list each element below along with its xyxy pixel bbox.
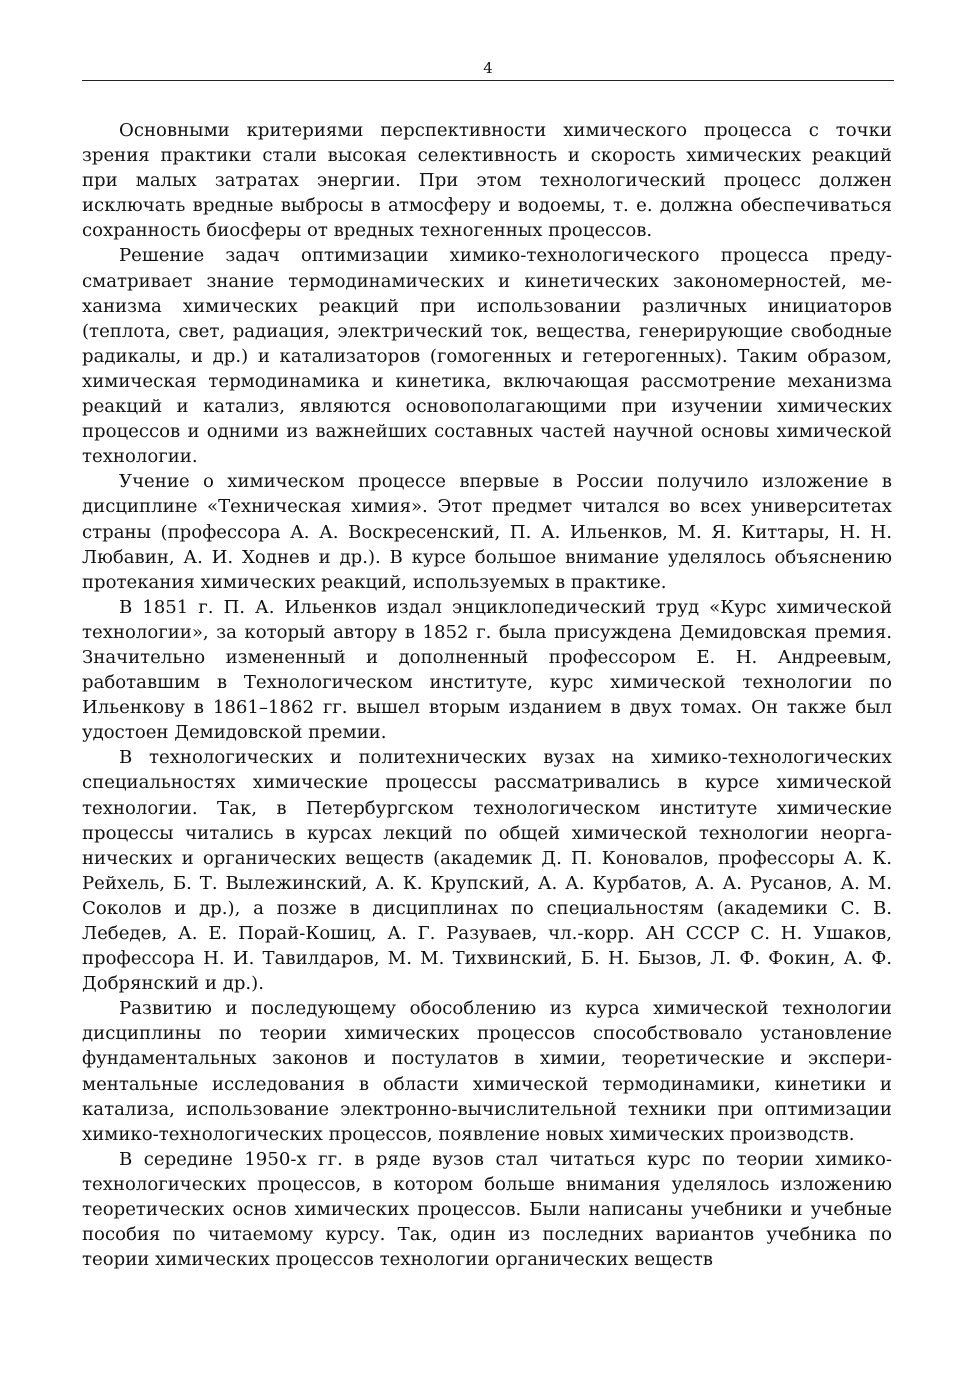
- page-number: 4: [483, 59, 493, 77]
- paragraph-6: Развитию и последующему обособлению из курса химической технологии дисциплины по теории химических процессов способствовало установление фундаментальных законов и постулатов в химии, теоретические и экспериментальные исследования в области химической термодинамики, кинетики и катализа, использование электронно-вычислительной техники при оптимизации химико-технологических процессов, появление новых химических производств.: [82, 998, 892, 1145]
- page-body: [82, 118, 892, 1272]
- paragraph-5: В технологических и политехнических вузах на химико-технологических специальностях химические процессы рассматривались в курсе химической технологии. Так, в Петербургском технологическом институте химические процессы читались в курсах лекций по общей химической технологии неорганических и органических веществ (академик Д. П. Коновалов, профессоры А. К. Рейхель, Б. Т. Вылежинский, А. К. Крупский, А. А. Курбатов, А. А. Русанов, А. М. Соколов и др.), а позже в дисциплинах по специальностям (академики С. В. Лебедев, А. Е. Порай-Кошиц, А. Г. Разуваев, чл.-корр. АН СССР С. Н. Ушаков, профессора Н. И. Тавилдаров, М. М. Тихвинский, Б. Н. Бызов, Л. Ф. Фокин, А. Ф. Добрянский и др.).: [82, 747, 892, 995]
- page-header: [82, 58, 894, 81]
- paragraph-7: В середине 1950-х гг. в ряде вузов стал читаться курс по теории химико-технологических процессов, в котором больше внимания уделялось изложению теоретических основ химических процессов. Были написаны учебники и учебные пособия по читаемому курсу. Так, один из последних вариантов учебника по теории химических процессов технологии органических веществ: [82, 1148, 892, 1271]
- paragraph-2: Решение задач оптимизации химико-технологического процесса предусматривает знание термодинамических и кинетических закономерностей, механизма химических реакций при использовании различных инициаторов (теплота, свет, радиация, электрический ток, вещества, генерирующие свободные радикалы, и др.) и катализаторов (гомогенных и гетерогенных). Таким образом, химическая термодинамика и кинетика, включающая рассмотрение механизма реакций и катализ, являются основополагающими при изучении химических процессов и одними из важнейших составных частей научной основы химической технологии.: [82, 245, 892, 468]
- paragraph-4: В 1851 г. П. А. Ильенков издал энциклопедический труд «Курс химической технологии», за который автору в 1852 г. была присуждена Демидовская премия. Значительно измененный и дополненный профессором Е. Н. Андреевым, работавшим в Технологическом институте, курс химической технологии по Ильенкову в 1861–1862 гг. вышел вторым изданием в двух томах. Он также был удостоен Демидовской премии.: [82, 596, 892, 744]
- paragraph-1: Основными критериями перспективности химического процесса с точки зрения практики стали высокая селективность и скорость химических реакций при малых затратах энергии. При этом технологический процесс должен исключать вредные выбросы в атмосферу и водоемы, т. е. должна обеспечиваться сохранность биосферы от вредных техногенных процессов.: [82, 120, 892, 242]
- paragraph-3: Учение о химическом процессе впервые в России получило изложение в дисциплине «Техническая химия». Этот предмет читался во всех университетах страны (профессора А. А. Воскресенский, П. А. Ильенков, М. Я. Киттары, Н. Н. Любавин, А. И. Ходнев и др.). В курсе большое внимание уделялось объяснению протекания химических реакций, используемых в практике.: [82, 471, 892, 593]
